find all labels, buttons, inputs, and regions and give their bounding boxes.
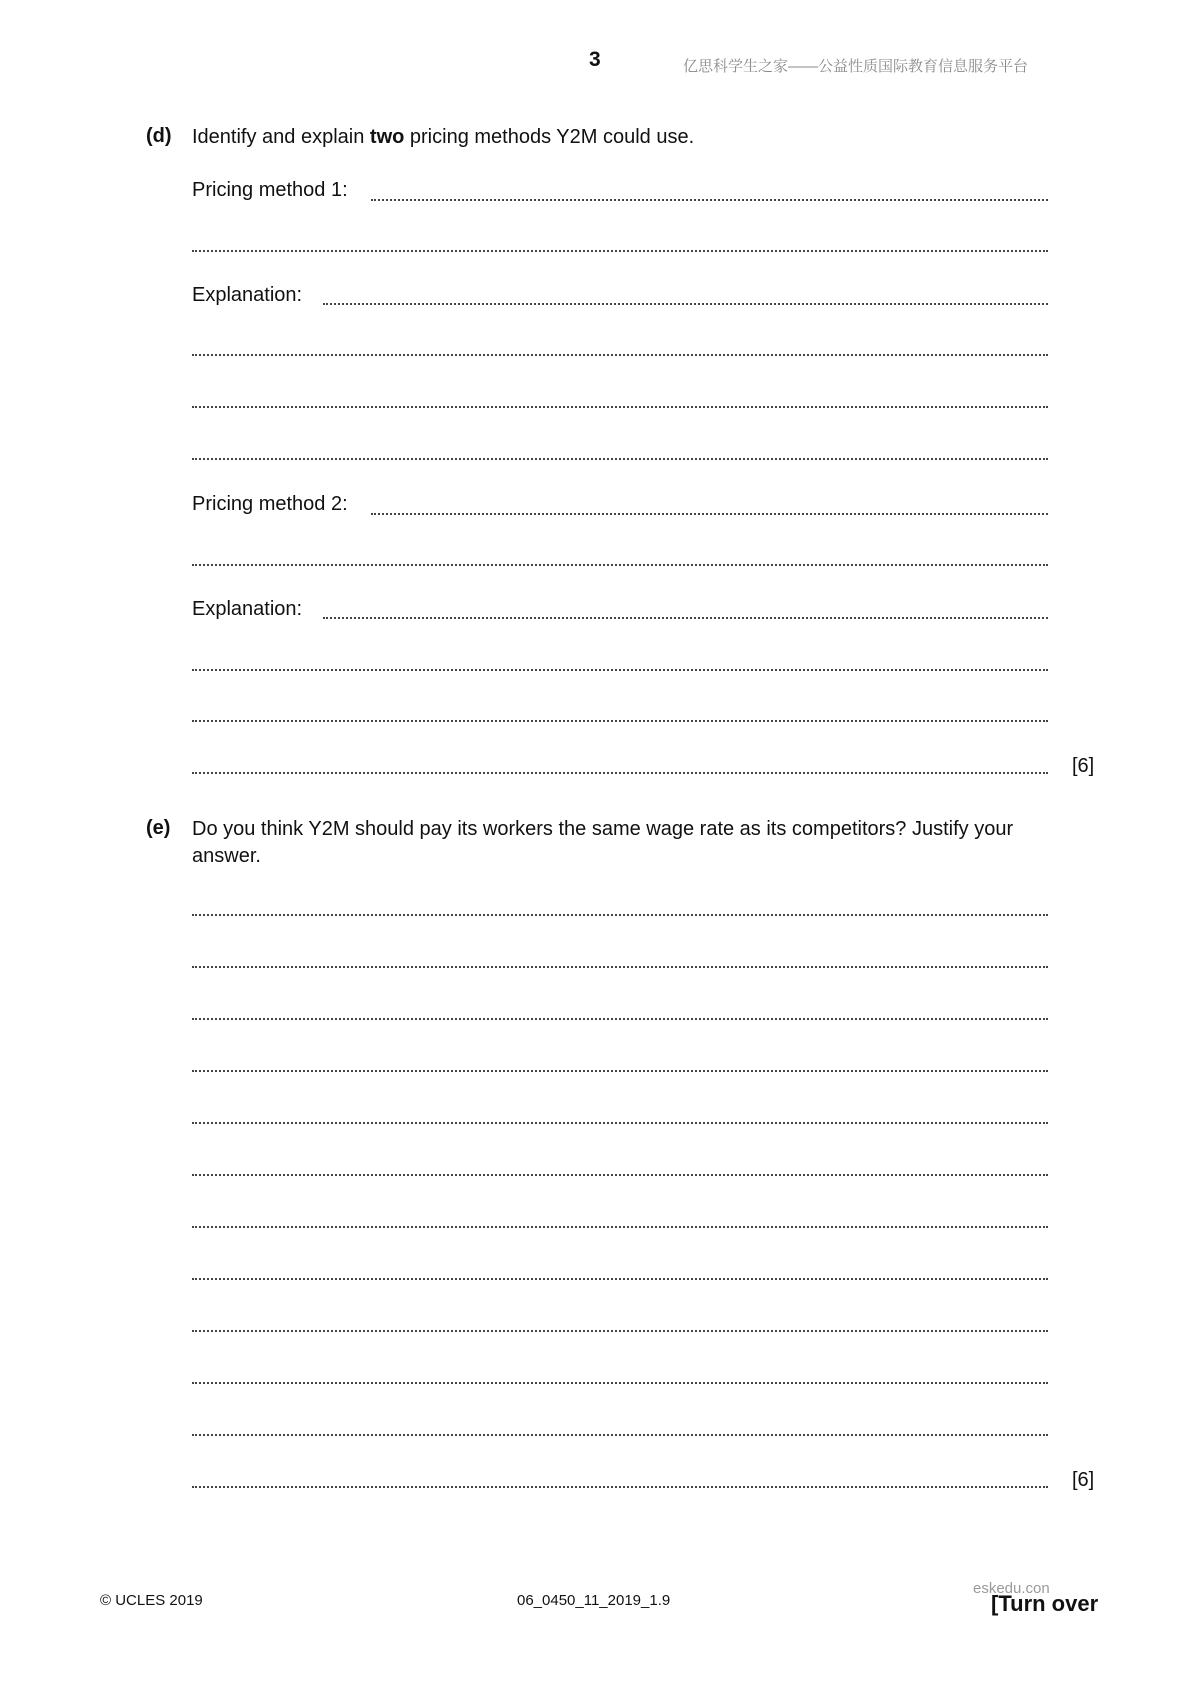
answer-line[interactable] (323, 303, 1048, 305)
answer-line[interactable] (192, 564, 1048, 566)
answer-line[interactable] (192, 1434, 1048, 1436)
answer-line[interactable] (371, 199, 1048, 201)
question-d-text-bold: two (369, 126, 405, 148)
question-e-label: (e) (146, 817, 171, 839)
answer-line[interactable] (371, 513, 1048, 515)
page-number: 3 (589, 48, 601, 71)
answer-line[interactable] (192, 458, 1048, 460)
question-d-text-part1: Identify and explain (192, 126, 370, 148)
answer-line[interactable] (192, 1018, 1048, 1020)
answer-line[interactable] (192, 406, 1048, 408)
answer-line[interactable] (192, 914, 1048, 916)
pricing-method-2-label: Pricing method 2: (192, 493, 348, 515)
explanation-1-label: Explanation: (192, 284, 303, 306)
answer-line[interactable] (192, 1226, 1048, 1228)
question-d-text-part2: pricing methods Y2M could use. (404, 126, 695, 148)
question-d-marks: [6] (1072, 755, 1095, 777)
answer-line[interactable] (192, 250, 1048, 252)
copyright: © UCLES 2019 (100, 1592, 203, 1609)
answer-line[interactable] (192, 720, 1048, 722)
answer-line[interactable] (192, 669, 1048, 671)
answer-line[interactable] (192, 354, 1048, 356)
question-d-text (192, 124, 694, 151)
answer-line[interactable] (192, 966, 1048, 968)
question-e-marks: [6] (1072, 1469, 1095, 1491)
document-code: 06_0450_11_2019_1.9 (517, 1592, 671, 1609)
answer-line[interactable] (192, 1070, 1048, 1072)
answer-line[interactable] (192, 1330, 1048, 1332)
question-e-text-line-2: answer. (192, 845, 261, 867)
site-banner: 亿思科学生之家——公益性质国际教育信息服务平台 (683, 58, 1029, 75)
answer-line[interactable] (192, 1382, 1048, 1384)
question-e-text-line-1: Do you think Y2M should pay its workers the same wage rate as its competitors? Justify your (192, 818, 1014, 840)
watermark: eskedu.con (973, 1580, 1050, 1597)
answer-line[interactable] (192, 1486, 1048, 1488)
answer-line[interactable] (192, 1278, 1048, 1280)
answer-line[interactable] (192, 1174, 1048, 1176)
answer-line[interactable] (192, 1122, 1048, 1124)
turn-over: [Turn over (991, 1591, 1099, 1616)
answer-line[interactable] (323, 617, 1048, 619)
explanation-2-label: Explanation: (192, 598, 303, 620)
answer-line[interactable] (192, 772, 1048, 774)
pricing-method-1-label: Pricing method 1: (192, 179, 348, 201)
question-d-label: (d) (146, 125, 172, 147)
